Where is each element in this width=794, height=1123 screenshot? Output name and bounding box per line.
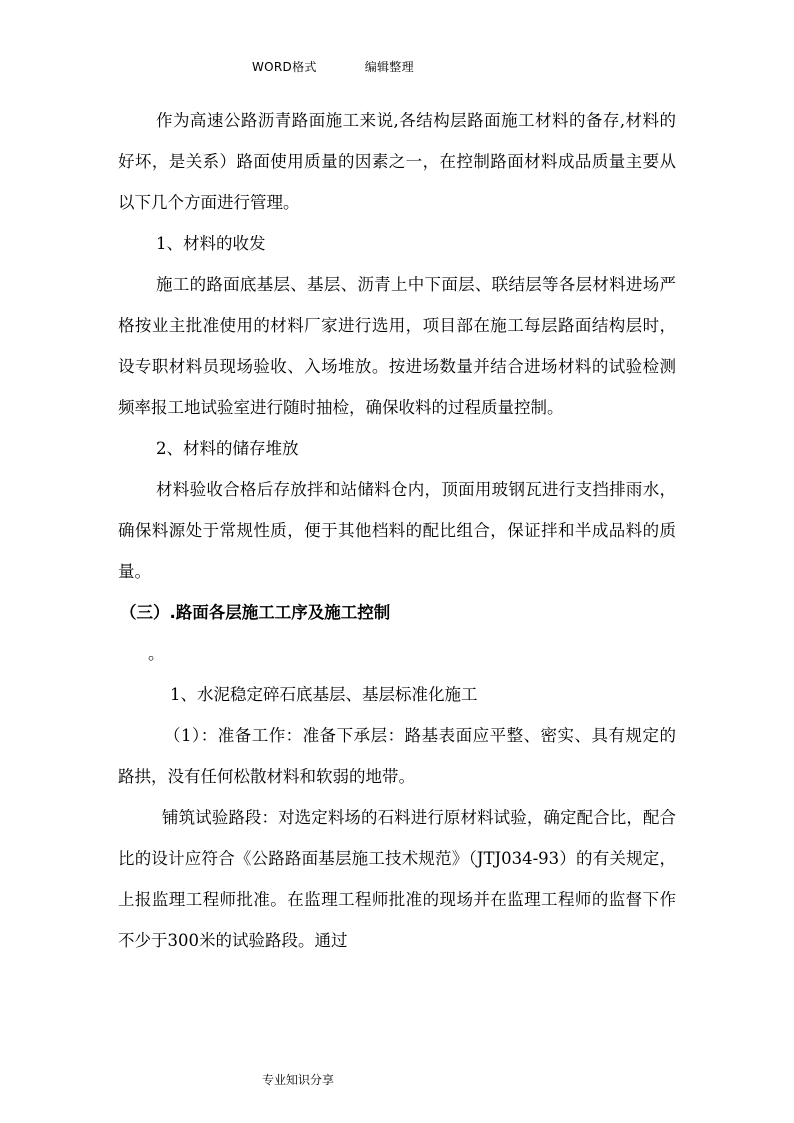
- paragraph-intro: 作为高速公路沥青路面施工来说,各结构层路面施工材料的备存,材料的好坏，是关系）路面使用质量的因素之一，在控制路面材料成品质量主要从以下几个方面进行管理。: [118, 111, 676, 212]
- page-footer: 专业知识分享: [262, 1073, 335, 1087]
- paragraph-material-storage: 材料验收合格后存放拌和站储料仓内，顶面用玻钢瓦进行支挡排雨水，确保料源处于常规性质，便于其他档料的配比组合，保证拌和半成品料的质量。: [118, 480, 676, 581]
- stray-period: 。: [148, 644, 165, 663]
- header-format-label: WORD格式: [252, 60, 317, 74]
- section-heading: （三）.路面各层施工工序及施工控制: [120, 603, 391, 622]
- subheading-cement-base: 1、水泥稳定碎石底基层、基层标准化施工: [170, 685, 478, 704]
- paragraph-material-receipt: 施工的路面底基层、基层、沥青上中下面层、联结层等各层材料进场严格按业主批准使用的材料厂家进行选用，项目部在施工每层路面结构层时，设专职材料员现场验收、入场堆放。按进场数量并结合进场材料的试验检测频率报工地试验室进行随时抽检，确保收料的过程质量控制。: [118, 275, 676, 417]
- header-edit-label: 编辑整理: [364, 60, 414, 74]
- document-body: [118, 100, 676, 961]
- subheading-material-receipt: 1、材料的收发: [156, 234, 266, 253]
- subheading-material-storage: 2、材料的储存堆放: [156, 439, 299, 458]
- paragraph-test-section: 铺筑试验路段：对选定料场的石料进行原材料试验，确定配合比，配合比的设计应符合《公路路面基层施工技术规范》（JTJ034-93）的有关规定，上报监理工程师批准。在监理工程师批准的现场并在监理工程师的监督下作不少于300米的试验路段。通过: [118, 808, 676, 950]
- page-header: [252, 58, 414, 75]
- paragraph-preparation: （1）：准备工作：准备下承层：路基表面应平整、密实、具有规定的路拱，没有任何松散材料和软弱的地带。: [118, 726, 676, 786]
